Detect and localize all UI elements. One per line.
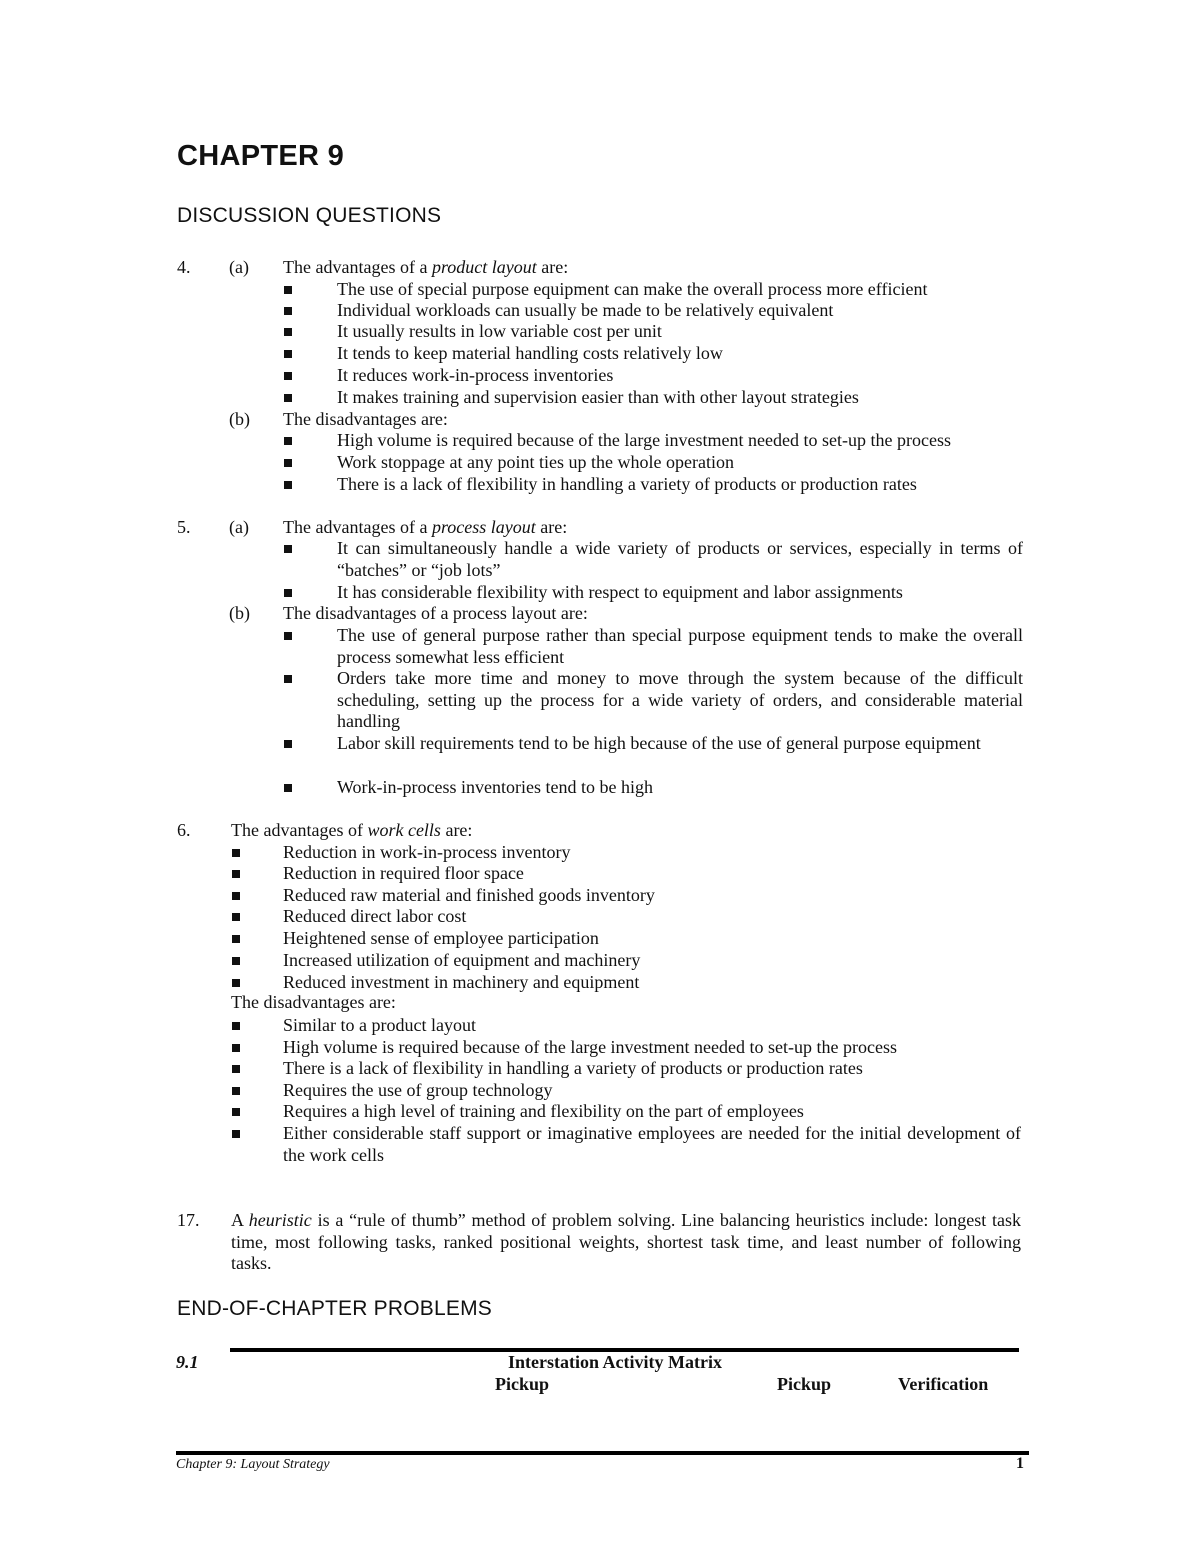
bullet-icon (284, 675, 292, 683)
bullet-icon (232, 935, 240, 943)
q5-a-label: (a) (229, 517, 249, 537)
list-item: It reduces work-in-process inventories (337, 365, 614, 385)
q17-text: A heuristic is a “rule of thumb” method of problem solving. Line balancing heuristics include: longest task time, most following tasks, ranked positional weights, shortest task time, and least number of following tasks. (231, 1210, 1021, 1273)
q5-a-intro: The advantages of a process layout are: (283, 517, 568, 537)
list-item: Requires a high level of training and flexibility on the part of employees (283, 1101, 804, 1121)
q4-number: 4. (177, 257, 191, 277)
bullet-icon (284, 394, 292, 402)
footer-rule (176, 1451, 1029, 1455)
list-item: Reduction in required floor space (283, 863, 524, 883)
bullet-icon (232, 979, 240, 987)
list-item: It usually results in low variable cost per unit (337, 321, 662, 341)
list-item: It makes training and supervision easier than with other layout strategies (337, 387, 859, 407)
list-item: Reduced investment in machinery and equipment (283, 972, 640, 992)
table-col-pickup-2: Pickup (777, 1374, 832, 1394)
list-item: Increased utilization of equipment and machinery (283, 950, 641, 970)
list-item: Work-in-process inventories tend to be high (337, 777, 653, 797)
bullet-icon (284, 372, 292, 380)
list-item: Individual workloads can usually be made to be relatively equivalent (337, 300, 834, 320)
bullet-icon (232, 849, 240, 857)
q4-a-label: (a) (229, 257, 249, 277)
list-item: High volume is required because of the large investment needed to set-up the process (337, 430, 951, 450)
bullet-icon (232, 1065, 240, 1073)
list-item: The use of general purpose rather than special purpose equipment tends to make the overall process somewhat less efficient (337, 625, 1023, 667)
footer-chapter-label: Chapter 9: Layout Strategy (176, 1457, 330, 1472)
q4-b-intro: The disadvantages are: (283, 409, 448, 429)
list-item: Reduced direct labor cost (283, 906, 467, 926)
bullet-icon (232, 1130, 240, 1138)
bullet-icon (284, 481, 292, 489)
table-title: Interstation Activity Matrix (508, 1352, 722, 1372)
list-item: It can simultaneously handle a wide variety of products or services, especially in terms of “batches” or “job lots” (337, 538, 1023, 580)
bullet-icon (232, 870, 240, 878)
q5-b-intro: The disadvantages of a process layout are: (283, 603, 588, 623)
bullet-icon (284, 459, 292, 467)
bullet-icon (284, 286, 292, 294)
q6-dis-intro: The disadvantages are: (231, 992, 396, 1012)
bullet-icon (284, 589, 292, 597)
bullet-icon (284, 784, 292, 792)
problems-heading: END-OF-CHAPTER PROBLEMS (177, 1297, 492, 1320)
q17-number: 17. (177, 1210, 200, 1230)
q4-a-intro: The advantages of a product layout are: (283, 257, 569, 277)
bullet-icon (232, 957, 240, 965)
table-col-verification: Verification (898, 1374, 989, 1394)
list-item: Reduction in work-in-process inventory (283, 842, 571, 862)
bullet-icon (232, 1087, 240, 1095)
chapter-title: CHAPTER 9 (177, 140, 345, 172)
q4-b-label: (b) (229, 409, 250, 429)
list-item: There is a lack of flexibility in handling a variety of products or production rates (283, 1058, 863, 1078)
list-item: Similar to a product layout (283, 1015, 476, 1035)
list-item: It tends to keep material handling costs relatively low (337, 343, 723, 363)
table-col-pickup-1: Pickup (495, 1374, 550, 1394)
list-item: Requires the use of group technology (283, 1080, 553, 1100)
page-number: 1 (1016, 1455, 1024, 1472)
bullet-icon (232, 1044, 240, 1052)
bullet-icon (232, 1022, 240, 1030)
list-item: There is a lack of flexibility in handling a variety of products or production rates (337, 474, 917, 494)
bullet-icon (284, 545, 292, 553)
bullet-icon (284, 740, 292, 748)
list-item: Either considerable staff support or imaginative employees are needed for the initial development of the work cells (283, 1123, 1021, 1165)
list-item: Labor skill requirements tend to be high because of the use of general purpose equipment (337, 733, 981, 753)
list-item: Orders take more time and money to move through the system because of the difficult scheduling, setting up the process for a wide variety of orders, and considerable material handling (337, 668, 1023, 731)
list-item: Heightened sense of employee participation (283, 928, 599, 948)
bullet-icon (232, 1108, 240, 1116)
bullet-icon (284, 632, 292, 640)
list-item: Work stoppage at any point ties up the whole operation (337, 452, 734, 472)
list-item: Reduced raw material and finished goods inventory (283, 885, 655, 905)
q5-number: 5. (177, 517, 191, 537)
q6-number: 6. (177, 820, 191, 840)
bullet-icon (232, 913, 240, 921)
list-item: The use of special purpose equipment can make the overall process more efficient (337, 279, 928, 299)
problem-number: 9.1 (176, 1352, 199, 1372)
bullet-icon (284, 350, 292, 358)
discussion-heading: DISCUSSION QUESTIONS (177, 204, 442, 227)
bullet-icon (284, 307, 292, 315)
bullet-icon (232, 892, 240, 900)
list-item: High volume is required because of the large investment needed to set-up the process (283, 1037, 897, 1057)
bullet-icon (284, 328, 292, 336)
list-item: It has considerable flexibility with respect to equipment and labor assignments (337, 582, 903, 602)
q5-b-label: (b) (229, 603, 250, 623)
q6-intro: The advantages of work cells are: (231, 820, 473, 840)
bullet-icon (284, 437, 292, 445)
